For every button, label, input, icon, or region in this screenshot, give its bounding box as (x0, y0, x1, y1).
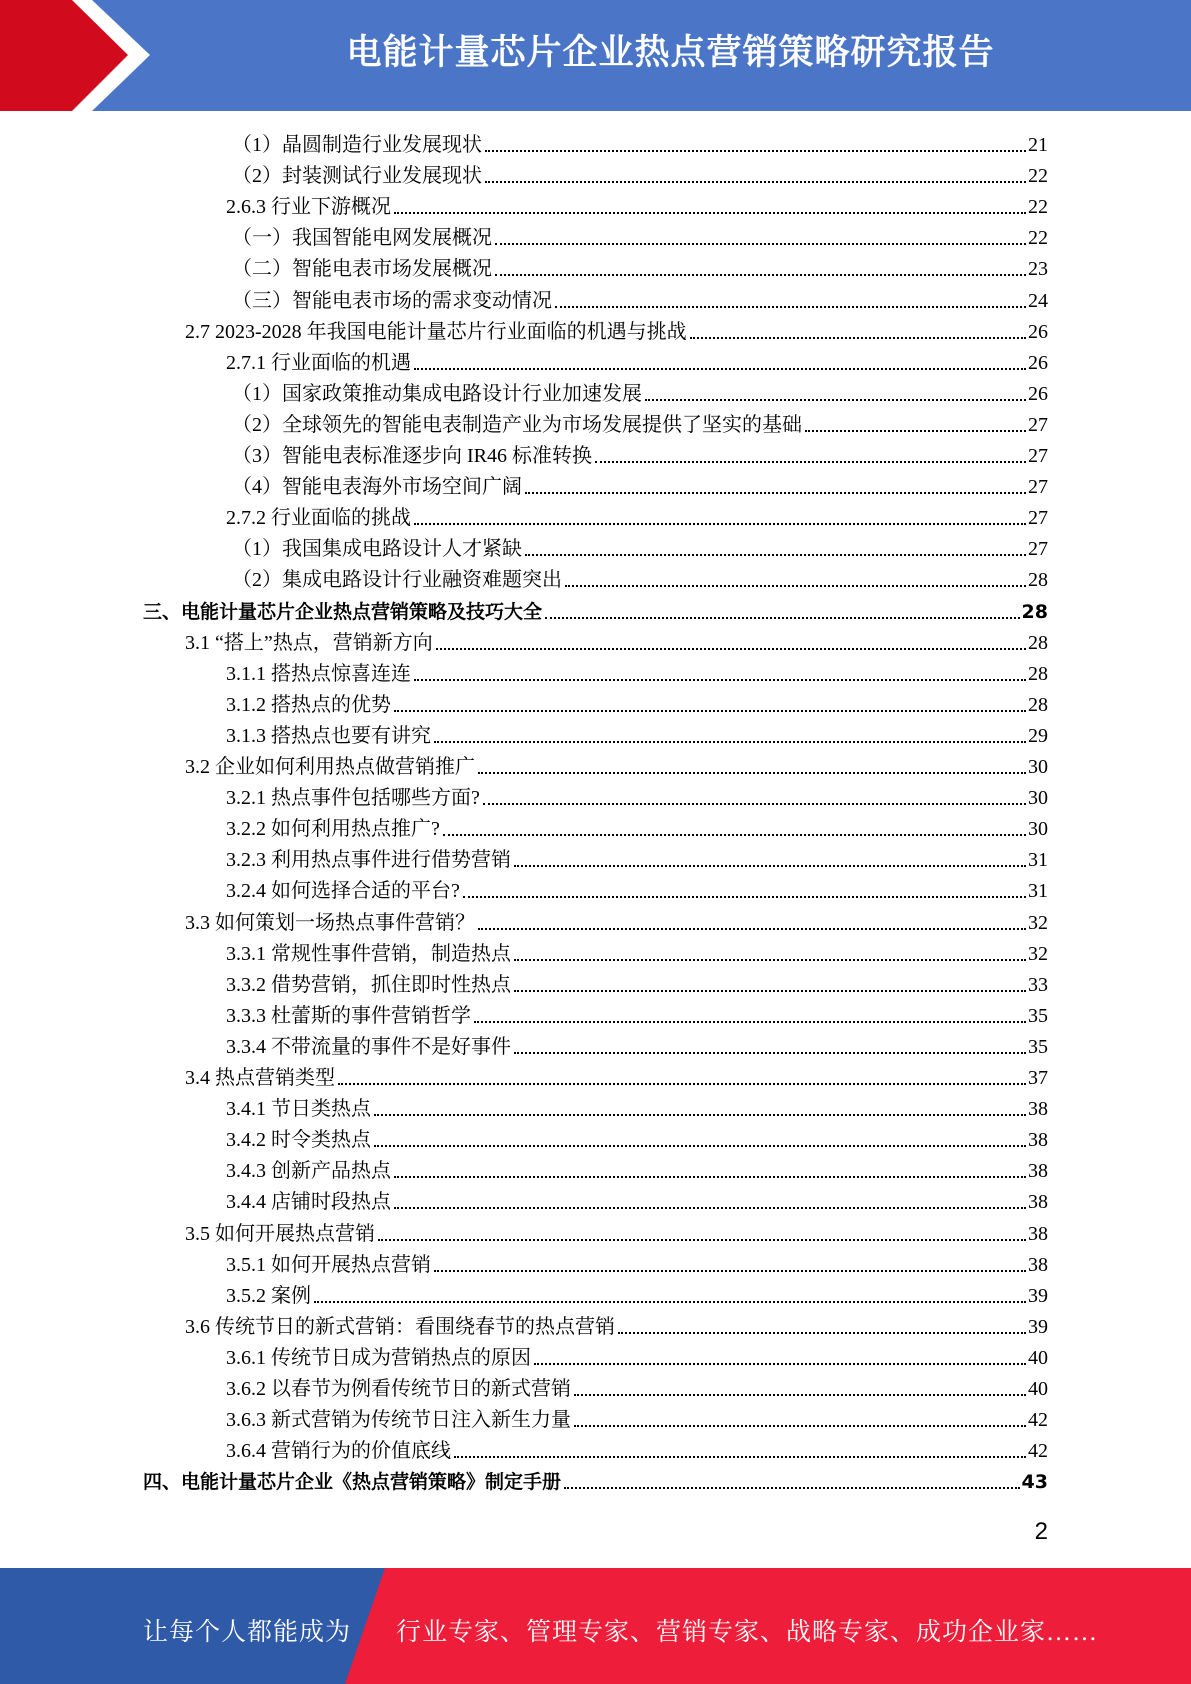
toc-leader-dots (645, 399, 1026, 401)
toc-entry[interactable] (226, 188, 1048, 219)
header-red-chevron-decoration (0, 0, 160, 111)
toc-leader-dots (485, 181, 1026, 183)
toc-leader-dots (574, 1425, 1026, 1427)
toc-entry-page: 27 (1028, 476, 1048, 499)
toc-entry-page: 35 (1028, 1035, 1048, 1058)
toc-entry-page: 42 (1028, 1409, 1048, 1432)
toc-entry-page: 23 (1028, 258, 1048, 281)
toc-entry-title: 3.1 “搭上”热点，营销新方向 (185, 631, 433, 654)
toc-entry-page: 27 (1028, 538, 1048, 561)
toc-entry-title: 3.2.1 热点事件包括哪些方面? (226, 787, 480, 810)
toc-entry-page: 26 (1028, 320, 1048, 343)
toc-entry-title: 3.2.4 如何选择合适的平台? (226, 880, 460, 903)
toc-entry[interactable] (232, 219, 1048, 250)
toc-entry[interactable] (143, 593, 1048, 624)
toc-entry-title: 3.4.4 店铺时段热点 (226, 1191, 391, 1214)
toc-entry[interactable] (226, 997, 1048, 1028)
toc-entry[interactable] (232, 282, 1048, 313)
toc-entry-title: 3.2 企业如何利用热点做营销推广 (185, 756, 475, 778)
toc-leader-dots (474, 1021, 1026, 1023)
toc-entry-page: 39 (1028, 1284, 1048, 1307)
toc-entry-page: 40 (1028, 1346, 1048, 1369)
toc-entry-page: 28 (1028, 631, 1048, 654)
toc-entry[interactable] (232, 406, 1048, 437)
toc-entry-page: 28 (1021, 600, 1048, 623)
toc-entry[interactable] (226, 1432, 1048, 1463)
toc-entry-page: 21 (1028, 134, 1048, 156)
toc-leader-dots (414, 368, 1026, 370)
toc-leader-dots (434, 741, 1026, 743)
toc-leader-dots (374, 1114, 1026, 1116)
toc-entry-title: 3.3 如何策划一场热点事件营销？ (185, 911, 475, 934)
toc-entry-title: 3.6.3 新式营销为传统节日注入新生力量 (226, 1409, 571, 1432)
toc-leader-dots (514, 865, 1026, 867)
toc-entry-page: 22 (1028, 165, 1048, 188)
toc-entry-page: 35 (1028, 1004, 1048, 1027)
toc-entry[interactable] (143, 1463, 1048, 1494)
toc-entry-page: 38 (1028, 1129, 1048, 1152)
toc-entry[interactable] (226, 1370, 1048, 1401)
toc-entry-page: 28 (1028, 693, 1048, 716)
toc-entry[interactable] (226, 717, 1048, 748)
toc-leader-dots (690, 337, 1026, 339)
toc-entry[interactable] (232, 561, 1048, 592)
toc-entry-title: 2.7 2023-2028 年我国电能计量芯片行业面临的机遇与挑战 (185, 320, 687, 343)
toc-entry-title: 3.6 传统节日的新式营销：看围绕春节的热点营销 (185, 1315, 615, 1338)
toc-entry-page: 32 (1028, 911, 1048, 934)
toc-leader-dots (414, 679, 1026, 681)
toc-entry-page: 38 (1028, 1160, 1048, 1183)
toc-entry[interactable] (226, 499, 1048, 530)
toc-entry[interactable] (226, 1152, 1048, 1183)
toc-entry-page: 22 (1028, 227, 1048, 250)
toc-leader-dots (394, 710, 1026, 712)
toc-leader-dots (443, 834, 1026, 836)
toc-entry-page: 39 (1028, 1315, 1048, 1338)
toc-entry-title: （2）全球领先的智能电表制造产业为市场发展提供了坚实的基础 (232, 413, 802, 436)
toc-entry-title: 3.1.1 搭热点惊喜连连 (226, 662, 411, 685)
footer-slogan-left: 让每个人都能成为 (143, 1619, 352, 1646)
toc-leader-dots (436, 648, 1026, 650)
toc-entry-title: （3）智能电表标准逐步向 IR46 标准转换 (232, 445, 592, 467)
toc-entry[interactable] (226, 966, 1048, 997)
toc-entry-page: 27 (1028, 445, 1048, 467)
toc-entry-page: 24 (1028, 289, 1048, 312)
toc-entry-title: 3.4.2 时令类热点 (226, 1129, 371, 1152)
toc-entry-page: 38 (1028, 1191, 1048, 1214)
toc-entry-title: 3.4.1 节日类热点 (226, 1098, 371, 1121)
toc-entry-page: 33 (1028, 973, 1048, 996)
toc-entry[interactable] (226, 841, 1048, 872)
toc-entry-title: 3.4.3 创新产品热点 (226, 1160, 391, 1183)
toc-entry[interactable] (226, 935, 1048, 966)
toc-leader-dots (618, 1332, 1026, 1334)
toc-entry[interactable] (185, 1308, 1048, 1339)
toc-entry-title: 3.5 如何开展热点营销 (185, 1222, 375, 1245)
toc-entry-page: 38 (1028, 1253, 1048, 1276)
toc-entry-title: 3.3.4 不带流量的事件不是好事件 (226, 1035, 511, 1058)
toc-entry-title: 3.6.1 传统节日成为营销热点的原因 (226, 1346, 531, 1369)
toc-entry[interactable] (226, 810, 1048, 841)
toc-entry-page: 43 (1021, 1471, 1048, 1494)
toc-leader-dots (534, 1363, 1026, 1365)
toc-entry-title: （一）我国智能电网发展概况 (232, 227, 492, 250)
toc-entry-title: 2.7.1 行业面临的机遇 (226, 351, 411, 374)
toc-entry-title: （二）智能电表市场发展概况 (232, 258, 492, 281)
toc-entry-page: 30 (1028, 756, 1048, 778)
toc-leader-dots (483, 803, 1026, 805)
toc-entry[interactable] (185, 904, 1048, 935)
toc-entry[interactable] (185, 1215, 1048, 1246)
toc-entry[interactable] (232, 250, 1048, 281)
toc-entry-title: 2.6.3 行业下游概况 (226, 196, 391, 219)
toc-entry-title: 3.3.1 常规性事件营销，制造热点 (226, 942, 511, 965)
toc-entry-page: 30 (1028, 787, 1048, 810)
toc-entry[interactable] (232, 157, 1048, 188)
toc-entry-page: 31 (1028, 880, 1048, 903)
toc-leader-dots (495, 243, 1026, 245)
header-banner (0, 0, 1191, 111)
toc-entry-page: 38 (1028, 1222, 1048, 1245)
toc-entry-title: （2）集成电路设计行业融资难题突出 (232, 569, 562, 592)
toc-entry[interactable] (232, 375, 1048, 406)
toc-entry[interactable] (226, 344, 1048, 375)
toc-leader-dots (514, 1052, 1026, 1054)
toc-leader-dots (525, 554, 1026, 556)
toc-leader-dots (394, 212, 1026, 214)
toc-entry[interactable] (232, 437, 1048, 468)
toc-leader-dots (595, 461, 1026, 463)
document-title: 电能计量芯片企业热点营销策略研究报告 (346, 33, 995, 73)
toc-leader-dots (478, 772, 1026, 774)
toc-entry-page: 27 (1028, 507, 1048, 530)
footer-slogan-right: 行业专家、管理专家、营销专家、战略专家、成功企业家…… (396, 1619, 1099, 1646)
toc-entry-page: 37 (1028, 1067, 1048, 1089)
toc-entry-title: 三、电能计量芯片企业热点营销策略及技巧大全 (143, 600, 543, 623)
toc-entry-page: 29 (1028, 724, 1048, 747)
toc-entry[interactable] (232, 126, 1048, 157)
toc-entry-title: 3.2.2 如何利用热点推广? (226, 818, 440, 841)
toc-entry-page: 31 (1028, 849, 1048, 872)
toc-entry[interactable] (226, 1246, 1048, 1277)
toc-entry-title: （1）晶圆制造行业发展现状 (232, 134, 482, 156)
toc-entry[interactable] (226, 1401, 1048, 1432)
toc-entry-page: 42 (1028, 1440, 1048, 1463)
toc-entry-page: 40 (1028, 1378, 1048, 1400)
toc-leader-dots (434, 1270, 1026, 1272)
toc-entry[interactable] (232, 530, 1048, 561)
toc-entry-title: 2.7.2 行业面临的挑战 (226, 507, 411, 530)
toc-entry-page: 26 (1028, 382, 1048, 405)
toc-leader-dots (374, 1145, 1026, 1147)
toc-entry-title: 3.1.3 搭热点也要有讲究 (226, 724, 431, 747)
toc-entry-page: 26 (1028, 351, 1048, 374)
toc-entry-title: 3.3.3 杜蕾斯的事件营销哲学 (226, 1004, 471, 1027)
toc-entry-title: 3.5.1 如何开展热点营销 (226, 1253, 431, 1276)
toc-entry[interactable] (226, 779, 1048, 810)
toc-entry[interactable] (226, 686, 1048, 717)
toc-leader-dots (555, 306, 1026, 308)
toc-entry-page: 32 (1028, 942, 1048, 965)
toc-entry[interactable] (226, 1028, 1048, 1059)
toc-leader-dots (525, 492, 1026, 494)
toc-leader-dots (314, 1301, 1026, 1303)
toc-leader-dots (478, 928, 1026, 930)
toc-leader-dots (394, 1207, 1026, 1209)
toc-entry[interactable] (226, 655, 1048, 686)
toc-entry[interactable] (226, 1121, 1048, 1152)
toc-entry[interactable] (226, 1183, 1048, 1214)
toc-entry[interactable] (226, 872, 1048, 903)
toc-entry[interactable] (185, 1059, 1048, 1090)
toc-entry-page: 28 (1028, 662, 1048, 685)
toc-entry-title: （4）智能电表海外市场空间广阔 (232, 476, 522, 499)
toc-entry[interactable] (226, 1277, 1048, 1308)
toc-entry[interactable] (226, 1090, 1048, 1121)
toc-entry-title: 3.3.2 借势营销，抓住即时性热点 (226, 973, 511, 996)
toc-leader-dots (574, 1394, 1026, 1396)
toc-leader-dots (463, 896, 1026, 898)
toc-leader-dots (545, 617, 1020, 619)
toc-leader-dots (485, 150, 1026, 152)
toc-entry-title: 3.6.2 以春节为例看传统节日的新式营销 (226, 1378, 571, 1400)
toc-entry[interactable] (185, 748, 1048, 779)
toc-entry-title: 3.2.3 利用热点事件进行借势营销 (226, 849, 511, 872)
toc-entry-title: 3.6.4 营销行为的价值底线 (226, 1440, 451, 1463)
toc-entry-title: （2）封装测试行业发展现状 (232, 165, 482, 188)
toc-leader-dots (378, 1239, 1026, 1241)
toc-entry-title: 四、电能计量芯片企业《热点营销策略》制定手册 (143, 1471, 562, 1494)
toc-leader-dots (514, 990, 1026, 992)
toc-entry-page: 38 (1028, 1098, 1048, 1121)
toc-entry-title: （1）我国集成电路设计人才紧缺 (232, 538, 522, 561)
toc-entry-page: 27 (1028, 413, 1048, 436)
page-number: 2 (1034, 1518, 1048, 1545)
toc-entry-title: （1）国家政策推动集成电路设计行业加速发展 (232, 382, 642, 405)
toc-entry[interactable] (185, 624, 1048, 655)
toc-leader-dots (495, 274, 1026, 276)
toc-leader-dots (454, 1456, 1026, 1458)
toc-entry-title: 3.1.2 搭热点的优势 (226, 693, 391, 716)
toc-entry-page: 22 (1028, 196, 1048, 219)
toc-leader-dots (394, 1176, 1026, 1178)
toc-entry[interactable] (226, 1339, 1048, 1370)
toc-entry-title: 3.5.2 案例 (226, 1284, 311, 1307)
toc-leader-dots (564, 1487, 1020, 1489)
toc-entry-title: （三）智能电表市场的需求变动情况 (232, 289, 552, 312)
toc-entry-page: 28 (1028, 569, 1048, 592)
toc-leader-dots (514, 959, 1026, 961)
toc-leader-dots (805, 430, 1026, 432)
toc-entry-page: 30 (1028, 818, 1048, 841)
toc-leader-dots (338, 1083, 1026, 1085)
toc-leader-dots (565, 585, 1026, 587)
toc-entry[interactable] (232, 468, 1048, 499)
toc-leader-dots (414, 523, 1026, 525)
toc-entry[interactable] (185, 313, 1048, 344)
toc-entry-title: 3.4 热点营销类型 (185, 1067, 335, 1089)
